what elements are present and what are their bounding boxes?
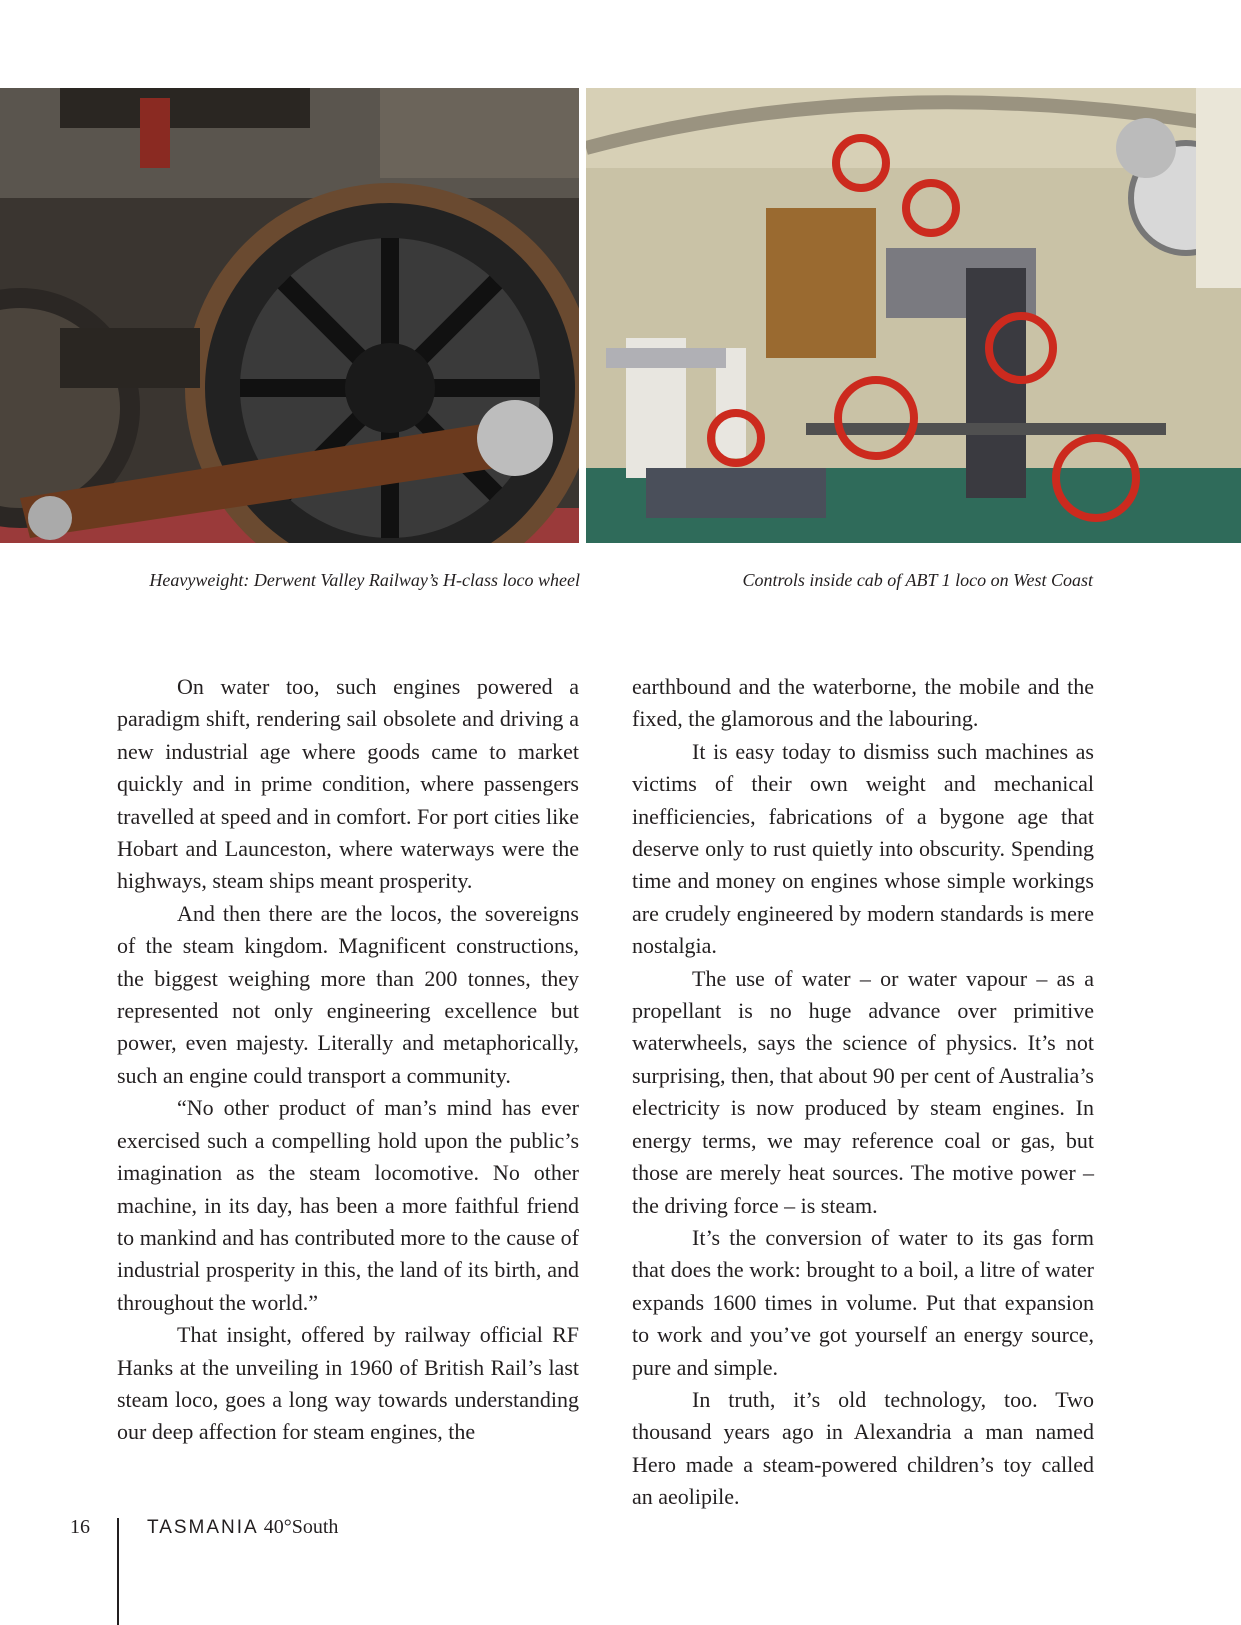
cab-controls-illustration [586,88,1241,543]
article-paragraph-continuation: earthbound and the waterborne, the mobile and the fixed, the glamorous and the labouring. [632,674,1094,732]
article-paragraph: It’s the conversion of water to its gas form that does the work: brought to a boil, a litre of water expands 1600 times in volume. Put that expansion to work and you’ve got yourself an energy source, pure and simple. [632,1224,1094,1380]
magazine-footer [147,1516,338,1539]
magazine-suffix: 40°South [263,1516,339,1538]
article-column-right [632,671,1094,1514]
loco-wheel-photo [0,88,579,543]
article-paragraph: In truth, it’s old technology, too. Two thousand years ago in Alexandria a man named Hero made a steam-powered children’s toy called an aeolipile. [632,1386,1094,1510]
article-paragraph: And then there are the locos, the sovereigns of the steam kingdom. Magnificent constructions, the biggest weighing more than 200 tonnes, they represented not only engineering excellence but power, even majesty. Literally and metaphorically, such an engine could transport a community. [117,900,579,1088]
article-paragraph: On water too, such engines powered a paradigm shift, rendering sail obsolete and driving a new industrial age where goods came to market quickly and in prime condition, where passengers travelled at speed and in comfort. For port cities like Hobart and Launceston, where waterways were the highways, steam ships meant prosperity. [117,674,579,894]
footer-divider [117,1518,119,1625]
article-paragraph: The use of water – or water vapour – as a propellant is no huge advance over primitive waterwheels, says the science of physics. It’s not surprising, then, that about 90 per cent of Australia’s electricity is now produced by steam engines. In energy terms, we may reference coal or gas, but those are merely heat sources. The motive power – the driving force – is steam. [632,965,1094,1218]
right-photo-caption: Controls inside cab of ABT 1 loco on West Coast [742,570,1093,590]
article-paragraph: It is easy today to dismiss such machines as victims of their own weight and mechanical inefficiencies, fabrications of a bygone age that deserve only to rust quietly into obscurity. Spending time and money on engines whose simple workings are crudely engineered by modern standards is mere nostalgia. [632,738,1094,959]
article-paragraph: “No other product of man’s mind has ever exercised such a compelling hold upon the public’s imagination as the steam locomotive. No other machine, in its day, has been a more faithful friend to mankind and has contributed more to the cause of industrial prosperity in this, the land of its birth, and throughout the world.” [117,1095,579,1315]
article-paragraph: That insight, offered by railway official RF Hanks at the unveiling in 1960 of British Rail’s last steam loco, goes a long way towards understanding our deep affection for steam engines, the [117,1322,579,1445]
left-photo-caption: Heavyweight: Derwent Valley Railway’s H-class loco wheel [149,570,580,590]
article-column-left [117,671,579,1449]
loco-wheel-illustration [0,88,579,543]
page-number: 16 [70,1516,90,1538]
magazine-name: TASMANIA [147,1517,259,1538]
cab-controls-photo [586,88,1241,543]
